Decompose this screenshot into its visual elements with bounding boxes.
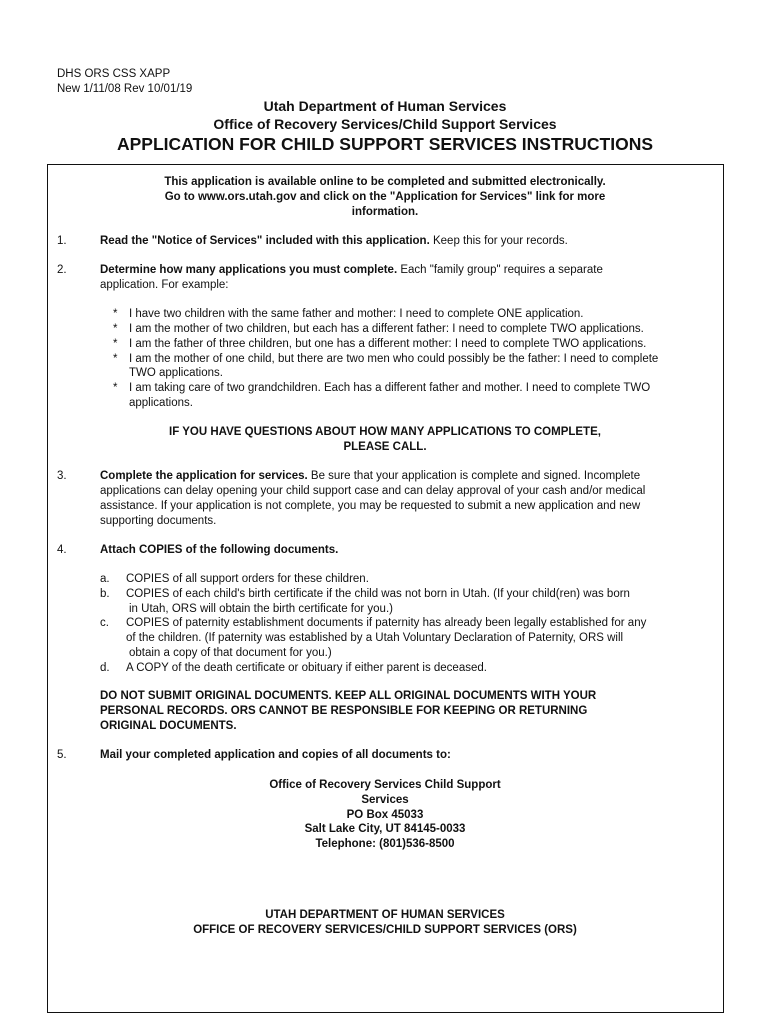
step-3-rest: Be sure that your application is complete and signed. Incomplete: [307, 470, 641, 482]
step-4-number: 4.: [57, 544, 67, 556]
form-id-block: [57, 67, 192, 97]
questions-line-2: PLEASE CALL.: [343, 441, 427, 453]
bullet-1: *: [113, 308, 118, 320]
step-5-number: 5.: [57, 749, 67, 761]
page-title: APPLICATION FOR CHILD SUPPORT SERVICES INSTRUCTIONS: [116, 134, 654, 154]
item-b-cont: in Utah, ORS will obtain the birth certificate for you.): [129, 603, 393, 615]
example-3: I am the father of three children, but one has a different mother: I need to complete TWO applications.: [129, 338, 647, 350]
address-city: Salt Lake City, UT 84145-0033: [304, 823, 466, 835]
item-c-marker: c.: [100, 617, 109, 629]
step-1-rest: Keep this for your records.: [429, 235, 568, 247]
step-2-text: [100, 263, 720, 278]
warning-line-2: PERSONAL RECORDS. ORS CANNOT BE RESPONSIBLE FOR KEEPING OR RETURNING: [100, 705, 588, 717]
example-5: I am taking care of two grandchildren. Each has a different father and mother. I need to complete TWO: [129, 382, 651, 394]
intro-line-3: information.: [351, 206, 419, 218]
step-1-bold: Read the "Notice of Services" included with this application.: [100, 235, 430, 247]
step-2-rest: Each "family group" requires a separate: [397, 264, 603, 276]
item-d: A COPY of the death certificate or obituary if either parent is deceased.: [126, 662, 487, 674]
intro-line-2: Go to www.ors.utah.gov and click on the "Application for Services" link for more: [164, 191, 606, 203]
warning-line-3: ORIGINAL DOCUMENTS.: [100, 720, 237, 732]
step-1-number: 1.: [57, 235, 67, 247]
bullet-3: *: [113, 338, 118, 350]
address-line-2: Services: [361, 794, 409, 806]
example-2: I am the mother of two children, but each has a different father: I need to complete TWO applications.: [129, 323, 644, 335]
step-4-heading: Attach COPIES of the following documents.: [100, 544, 339, 556]
step-3-line-3: assistance. If your application is not complete, you may be requested to submit a new application and new: [100, 500, 641, 512]
step-3-text: [100, 469, 720, 484]
item-b: COPIES of each child's birth certificate if the child was not born in Utah. (If your child(ren) was born: [126, 588, 630, 600]
example-4-cont: TWO applications.: [129, 367, 223, 379]
questions-line-1: IF YOU HAVE QUESTIONS ABOUT HOW MANY APPLICATIONS TO COMPLETE,: [169, 426, 601, 438]
step-5-heading: Mail your completed application and copies of all documents to:: [100, 749, 451, 761]
item-c: COPIES of paternity establishment documents if paternity has already been legally established for any: [126, 617, 647, 629]
bullet-5: *: [113, 382, 118, 394]
example-1: I have two children with the same father and mother: I need to complete ONE application.: [129, 308, 584, 320]
item-c-cont-2: obtain a copy of that document for you.): [129, 647, 332, 659]
step-3-number: 3.: [57, 470, 67, 482]
office-heading: Office of Recovery Services/Child Support Services: [213, 116, 557, 132]
step-2-bold: Determine how many applications you must complete.: [100, 264, 398, 276]
example-4: I am the mother of one child, but there are two men who could possibly be the father: I need to complete: [129, 353, 659, 365]
example-5-cont: applications.: [129, 397, 193, 409]
address-phone: Telephone: (801)536-8500: [315, 838, 455, 850]
step-3-line-4: supporting documents.: [100, 515, 217, 527]
step-1-text: [100, 234, 720, 249]
step-3-line-2: applications can delay opening your child support case and can delay approval of your cash and/or medical: [100, 485, 646, 497]
form-revision: New 1/11/08 Rev 10/01/19: [57, 83, 193, 95]
step-2-number: 2.: [57, 264, 67, 276]
intro-line-1: This application is available online to be completed and submitted electronically.: [164, 176, 606, 188]
item-b-marker: b.: [100, 588, 110, 600]
step-3-bold: Complete the application for services.: [100, 470, 308, 482]
step-2-line-2: application. For example:: [100, 279, 229, 291]
item-a: COPIES of all support orders for these children.: [126, 573, 369, 585]
address-line-1: Office of Recovery Services Child Support: [269, 779, 501, 791]
item-a-marker: a.: [100, 573, 110, 585]
item-d-marker: d.: [100, 662, 110, 674]
item-c-cont-1: of the children. (If paternity was established by a Utah Voluntary Declaration of Paternity, ORS will: [126, 632, 624, 644]
bullet-2: *: [113, 323, 118, 335]
form-code: DHS ORS CSS XAPP: [57, 68, 171, 80]
warning-line-1: DO NOT SUBMIT ORIGINAL DOCUMENTS. KEEP ALL ORIGINAL DOCUMENTS WITH YOUR: [100, 690, 597, 702]
agency-heading: Utah Department of Human Services: [263, 98, 507, 114]
footer-line-2: OFFICE OF RECOVERY SERVICES/CHILD SUPPORT SERVICES (ORS): [193, 924, 577, 936]
address-po-box: PO Box 45033: [346, 809, 424, 821]
bullet-4: *: [113, 353, 118, 365]
footer-line-1: UTAH DEPARTMENT OF HUMAN SERVICES: [265, 909, 505, 921]
